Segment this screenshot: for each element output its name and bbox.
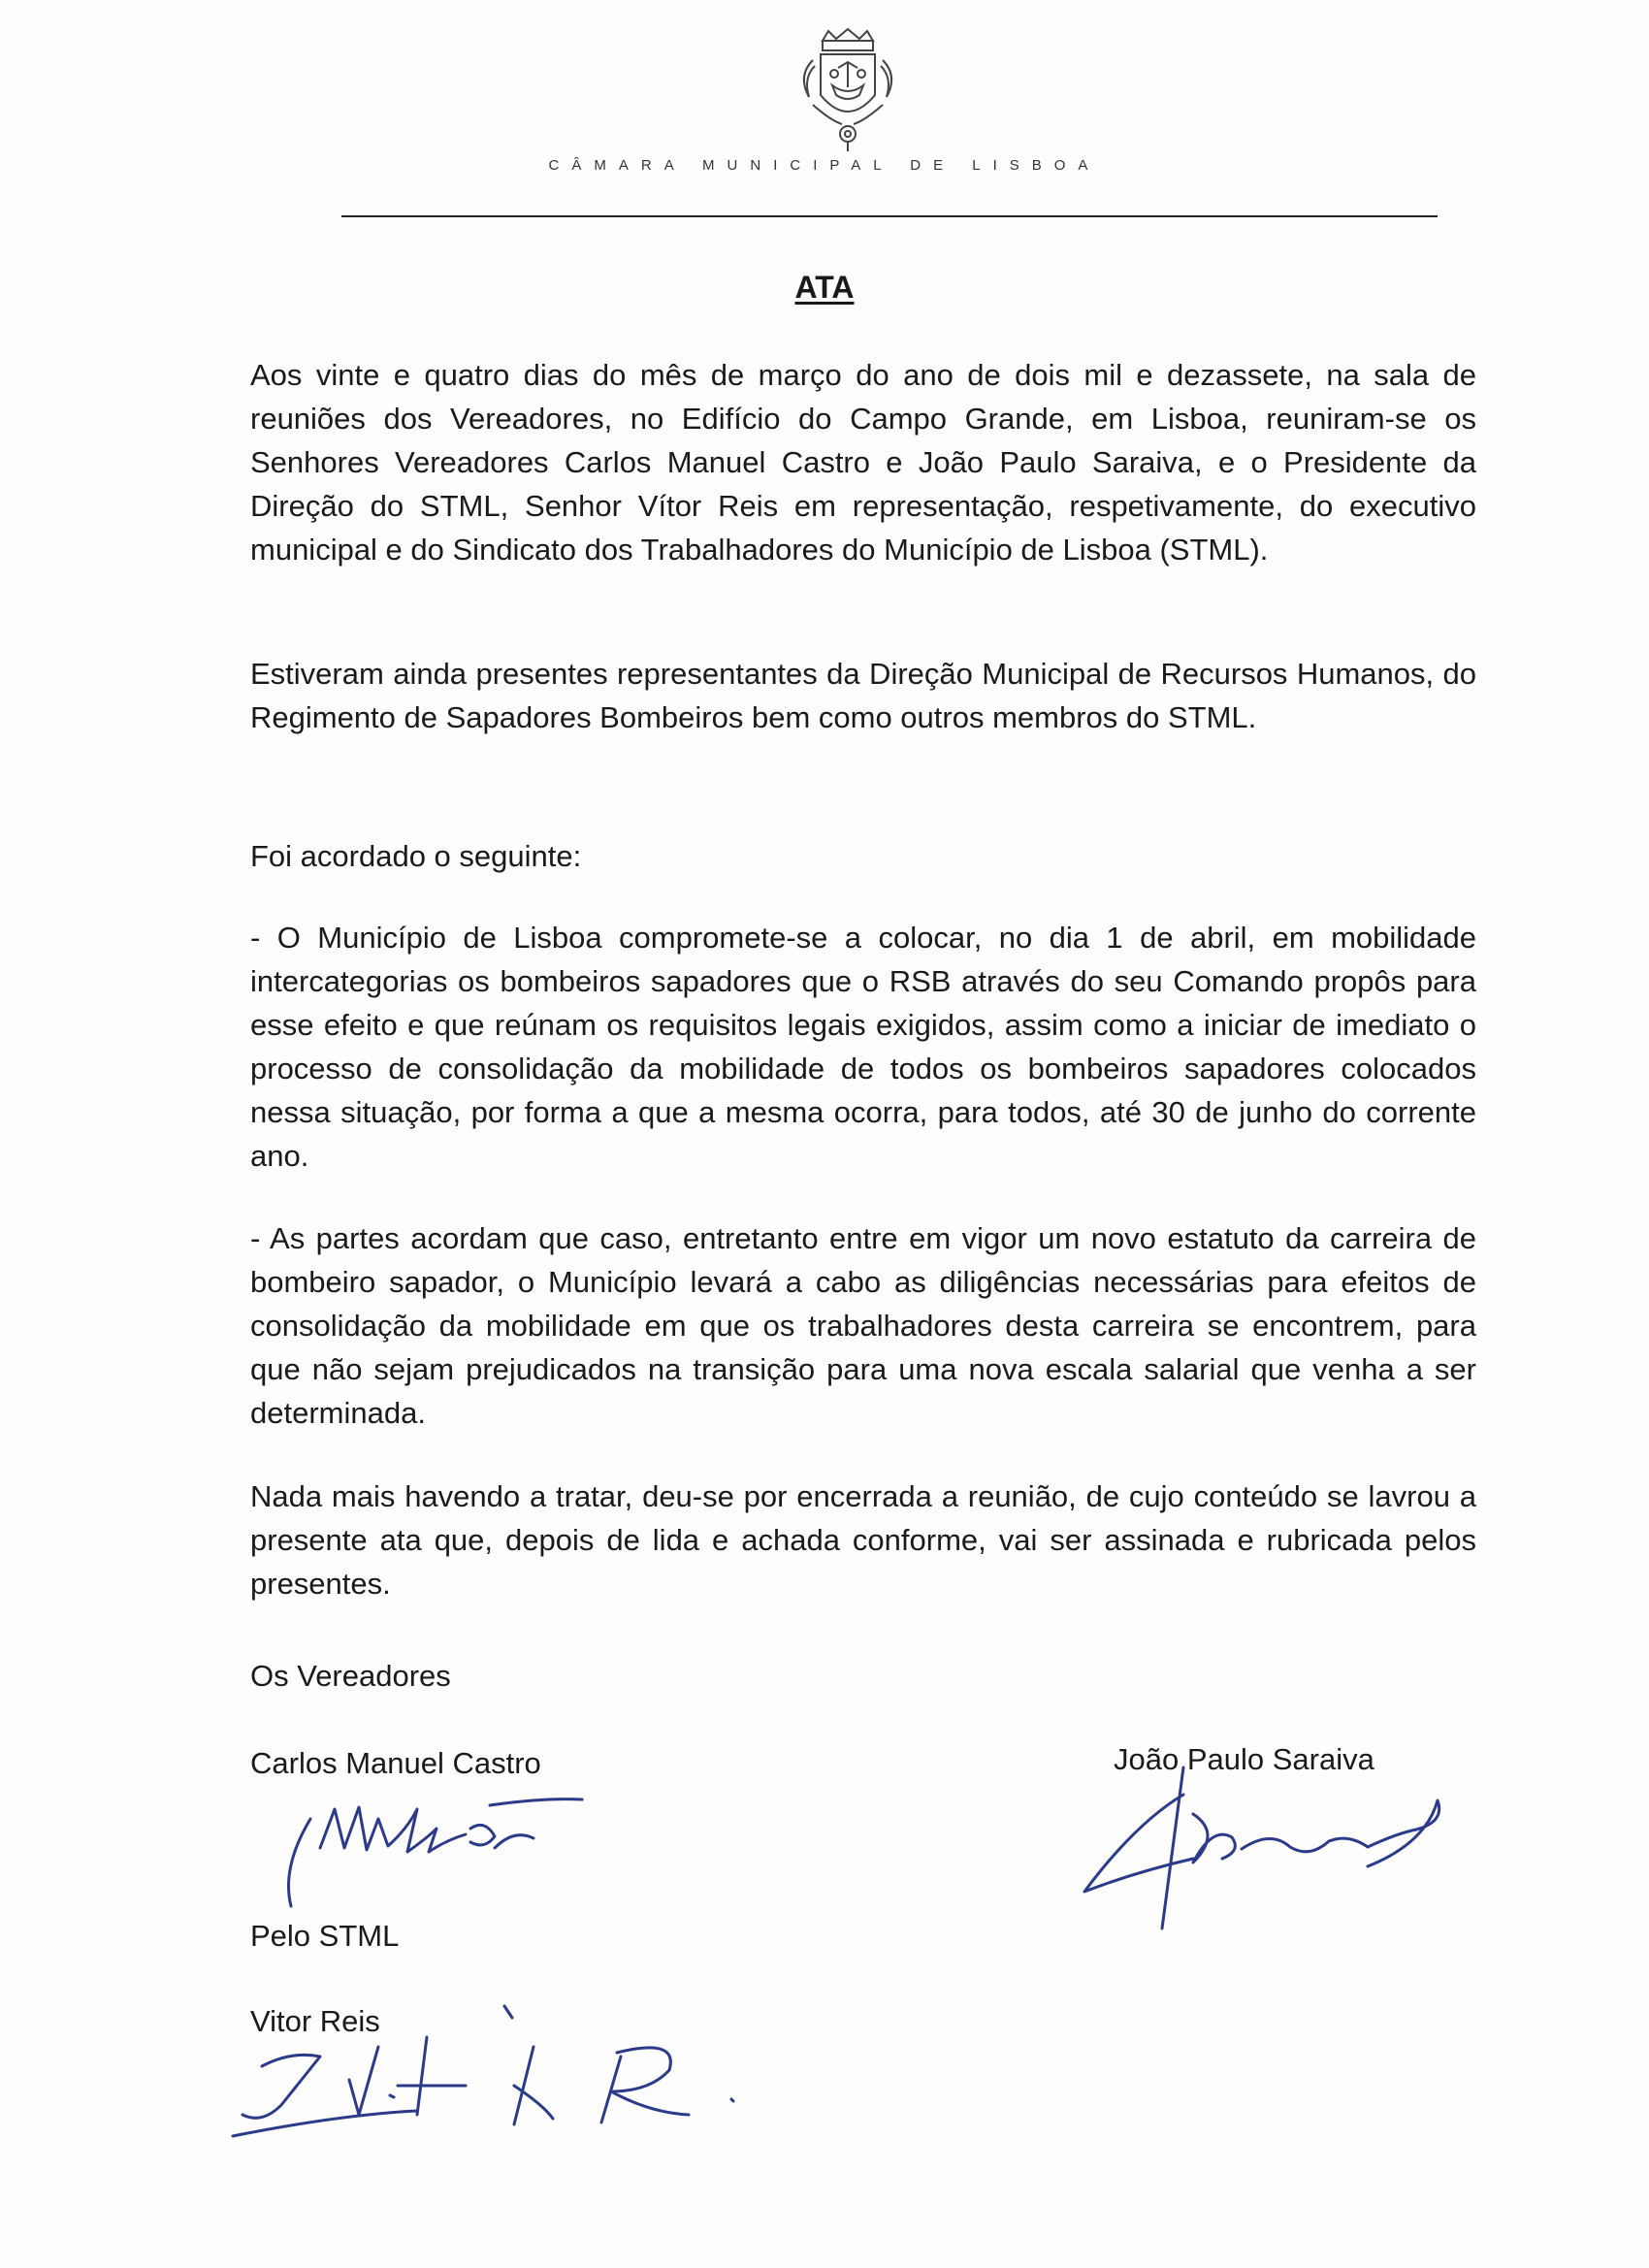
document-title: ATA — [794, 270, 855, 305]
signature-saraiva — [1077, 1766, 1465, 1930]
vereadores-heading: Os Vereadores — [250, 1659, 451, 1693]
paragraph-clause-2: - As partes acordam que caso, entretanto entre em vigor um novo estatuto da carreira de bombeiro sapador, o Município levará a cabo as diligências necessárias para efeitos de consolidação da mobilidade em que os trabalhadores desta carreira se encontrem, para que não sejam prejudicados na transição para uma nova escala salarial que venha a ser determinada. — [250, 1221, 1476, 1430]
paragraph-closing: Nada mais havendo a tratar, deu-se por encerrada a reunião, de cujo conteúdo se lavrou a presente ata que, depois de lida e achada conforme, vai ser assinada e rubricada pelos presentes. — [250, 1479, 1476, 1601]
paragraph-attendees: Estiveram ainda presentes representantes da Direção Municipal de Recursos Humanos, do Regimento de Sapadores Bombeiros bem como outros membros do STML. — [250, 657, 1476, 734]
paragraph-intro: Aos vinte e quatro dias do mês de março do ano de dois mil e dezassete, na sala de reuniões dos Vereadores, no Edifício do Campo Grande, em Lisboa, reuniram-se os Senhores Vereadores Carlos Manuel Castro e João Paulo Saraiva, e o Presidente da Direção do STML, Senhor Vítor Reis em representação, respetivamente, do executivo municipal e do Sindicato dos Trabalhadores do Município de Lisboa (STML). — [250, 358, 1476, 567]
signer-name-castro: Carlos Manuel Castro — [250, 1746, 541, 1780]
organization-name: CÂMARA MUNICIPAL DE LISBOA — [548, 157, 1101, 174]
signer-name-saraiva: João Paulo Saraiva — [1114, 1742, 1374, 1776]
paragraph-clause-1: - O Município de Lisboa compromete-se a colocar, no dia 1 de abril, em mobilidade intercategorias os bombeiros sapadores que o RSB através do seu Comando propôs para esse efeito e que reúnam os requisitos legais exigidos, assim como a iniciar de imediato o processo de consolidação da mobilidade de todos os bombeiros sapadores colocados nessa situação, por forma a que a mesma ocorra, para todos, até 30 de junho do corrente ano. — [250, 921, 1476, 1173]
signature-castro — [262, 1790, 592, 1916]
signer-name-reis: Vitor Reis — [250, 2004, 380, 2038]
paragraph-agreed: Foi acordado o seguinte: — [250, 839, 582, 873]
lisbon-coat-of-arms-icon — [784, 27, 912, 153]
signature-reis — [223, 1998, 766, 2144]
stml-heading: Pelo STML — [250, 1919, 400, 1953]
header-divider — [341, 215, 1438, 217]
